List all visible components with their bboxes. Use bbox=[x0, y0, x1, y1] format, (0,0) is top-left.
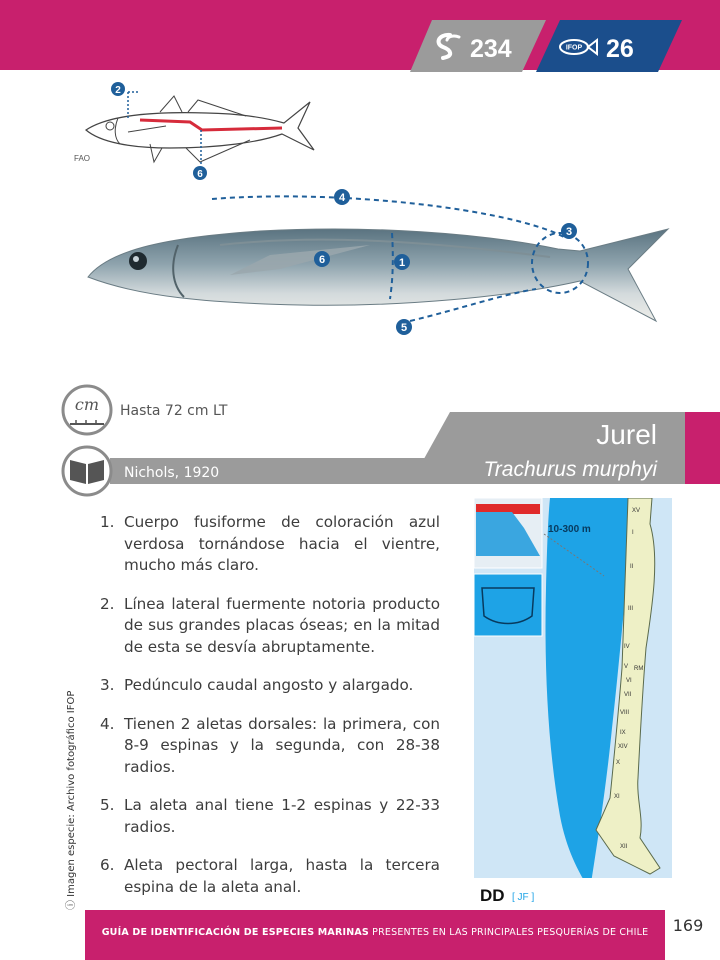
svg-text:VII: VII bbox=[624, 692, 632, 698]
image-credit: ⓘ Imagen especie: Archivo fotográfico IFOP bbox=[66, 690, 77, 910]
header-badges bbox=[410, 18, 682, 74]
svg-text:I: I bbox=[632, 530, 634, 536]
distribution-map bbox=[474, 498, 672, 908]
svg-text:3: 3 bbox=[565, 226, 573, 238]
species-photo bbox=[80, 185, 680, 340]
side-tab bbox=[685, 412, 720, 484]
svg-text:IX: IX bbox=[620, 730, 626, 736]
traits-list bbox=[100, 512, 440, 915]
svg-text:RM: RM bbox=[634, 666, 644, 672]
svg-text:5: 5 bbox=[400, 322, 408, 334]
status-code: DD bbox=[480, 886, 505, 905]
page-number: 169 bbox=[672, 916, 704, 935]
status-note: [ JF ] bbox=[512, 892, 535, 903]
svg-text:6: 6 bbox=[318, 254, 326, 266]
info-icon: ⓘ bbox=[66, 896, 77, 910]
svg-text:IV: IV bbox=[624, 644, 630, 650]
list-item: 4. Tienen 2 aletas dorsales: la primera, con 8-9 espinas y la segunda, con 28-38 radios. bbox=[100, 714, 440, 776]
badge-b-mark: IFOP bbox=[565, 44, 583, 52]
svg-text:VIII: VIII bbox=[620, 710, 630, 716]
size-icon-text: cm bbox=[74, 395, 100, 414]
footer-title: GUÍA DE IDENTIFICACIÓN DE ESPECIES MARINAS PRESENTES EN LAS PRINCIPALES PESQUERÍAS DE CHILE bbox=[101, 927, 649, 938]
list-item: 1. Cuerpo fusiforme de coloración azul verdosa tornándose hacia el vientre, mucho más claro. bbox=[100, 513, 440, 574]
svg-text:V: V bbox=[624, 664, 629, 670]
list-item: 6. Aleta pectoral larga, hasta la tercera espina de la aleta anal. bbox=[100, 856, 440, 896]
list-item: 5. La aleta anal tiene 1-2 espinas y 22-33 radios. bbox=[100, 796, 440, 836]
svg-text:VI: VI bbox=[626, 678, 632, 684]
fao-fish-drawing bbox=[70, 78, 320, 186]
net-inset bbox=[474, 574, 542, 636]
svg-text:XV: XV bbox=[632, 508, 641, 514]
scientific-name: Trachurus murphyi bbox=[483, 458, 657, 481]
svg-text:6: 6 bbox=[197, 169, 203, 180]
svg-text:1: 1 bbox=[398, 257, 406, 269]
list-item: 2. Línea lateral fuermente notoria producto de sus grandes placas óseas; en la mitad de esta se desvía abruptamente. bbox=[100, 594, 440, 656]
svg-text:X: X bbox=[616, 760, 621, 766]
list-item: 3. Pedúnculo caudal angosto y alargado. bbox=[100, 676, 414, 694]
size-text: Hasta 72 cm LT bbox=[120, 403, 228, 419]
svg-text:XIV: XIV bbox=[618, 744, 628, 750]
svg-text:III: III bbox=[628, 606, 634, 612]
fao-label: FAO bbox=[74, 154, 91, 163]
badge-b-number: 26 bbox=[606, 35, 634, 63]
svg-text:XI: XI bbox=[614, 794, 620, 800]
ruler-icon bbox=[63, 386, 111, 434]
book-icon bbox=[63, 447, 111, 495]
svg-text:4: 4 bbox=[338, 192, 346, 204]
svg-text:XII: XII bbox=[620, 844, 628, 850]
depth-label: 10-300 m bbox=[548, 524, 591, 535]
svg-text:II: II bbox=[630, 564, 634, 570]
badge-a-number: 234 bbox=[470, 35, 512, 63]
common-name: Jurel bbox=[596, 419, 657, 450]
author-text: Nichols, 1920 bbox=[124, 465, 220, 481]
svg-text:2: 2 bbox=[115, 85, 121, 96]
species-info-panel bbox=[0, 380, 720, 500]
